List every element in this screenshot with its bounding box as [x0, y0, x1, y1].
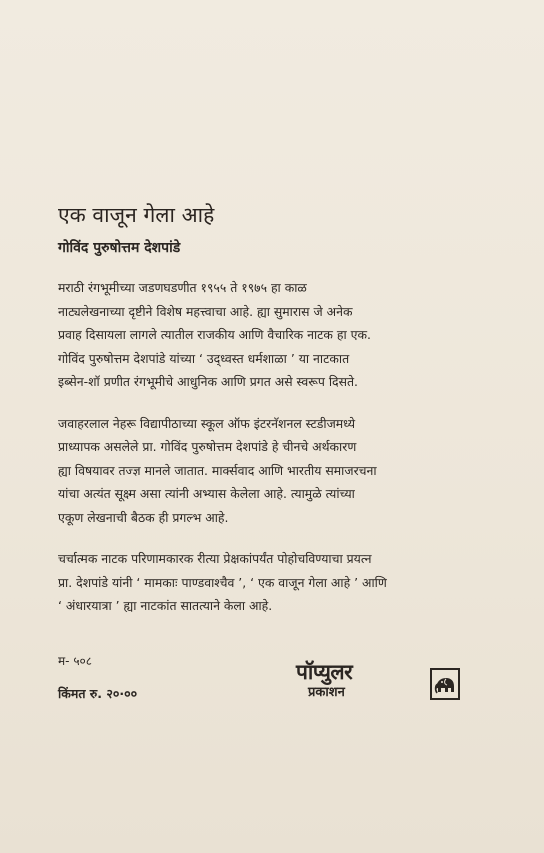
paragraph-line: मराठी रंगभूमीच्या जडणघडणीत १९५५ ते १९७५ हा काळ	[58, 280, 307, 295]
price-label: किंमत रु. २०·००	[58, 686, 138, 701]
elephant-icon	[430, 668, 460, 700]
publisher-subtitle: प्रकाशन	[308, 685, 345, 700]
paragraph-1	[58, 276, 488, 394]
blurb	[58, 200, 488, 618]
author-name: गोविंद पुरुषोत्तम देशपांडे	[58, 240, 181, 256]
paragraph-3	[58, 547, 488, 618]
paragraph-line: प्रवाह दिसायला लागले त्यातील राजकीय आणि वैचारिक नाटक हा एक.	[58, 327, 371, 342]
paragraph-line: एकूण लेखनाची बैठक ही प्रगल्भ आहे.	[58, 509, 229, 525]
paragraph-line: नाट्यलेखनाच्या दृष्टीने विशेष महत्त्वाचा आहे. ह्या सुमारास जे अनेक	[58, 303, 353, 319]
paragraph-line: यांचा अत्यंत सूक्ष्म असा त्यांनी अभ्यास केलेला आहे. त्यामुळे त्यांच्या	[58, 486, 355, 501]
paragraph-line: चर्चात्मक नाटक परिणामकारक रीत्या प्रेक्षकांपर्यंत पोहोचविण्याचा प्रयत्न	[58, 551, 372, 566]
paragraph-line: जवाहरलाल नेहरू विद्यापीठाच्या स्कूल ऑफ इंटरनॅशनल स्टडीजमध्ये	[58, 415, 356, 431]
publisher-name: पॉप्युलर	[296, 660, 353, 684]
catalog-code: म- ५०८	[58, 654, 93, 668]
paragraph-line: गोविंद पुरुषोत्तम देशपांडे यांच्या ‘ उद्ध्वस्त धर्मशाळा ’ या नाटकात	[58, 350, 350, 366]
book-title: एक वाजून गेला आहे	[58, 203, 215, 227]
paragraph-line: प्रा. देशपांडे यांनी ‘ मामकाः पाण्डवाश्चैव ’, ‘ एक वाजून गेला आहे ’ आणि	[58, 574, 387, 590]
paragraph-line: प्राध्यापक असलेले प्रा. गोविंद पुरुषोत्तम देशपांडे हे चीनचे अर्थकारण	[58, 439, 357, 454]
paragraph-2	[58, 412, 488, 530]
paragraph-line: ‘ अंधारयात्रा ’ ह्या नाटकांत सातत्याने केला आहे.	[58, 598, 273, 613]
publisher-mark	[296, 660, 466, 710]
paragraph-line: ह्या विषयावर तज्ज्ञ मानले जातात. मार्क्सवाद आणि भारतीय समाजरचना	[58, 462, 377, 478]
paragraph-line: इब्सेन-शॉ प्रणीत रंगभूमीचे आधुनिक आणि प्रगत असे स्वरूप दिसते.	[58, 374, 358, 389]
